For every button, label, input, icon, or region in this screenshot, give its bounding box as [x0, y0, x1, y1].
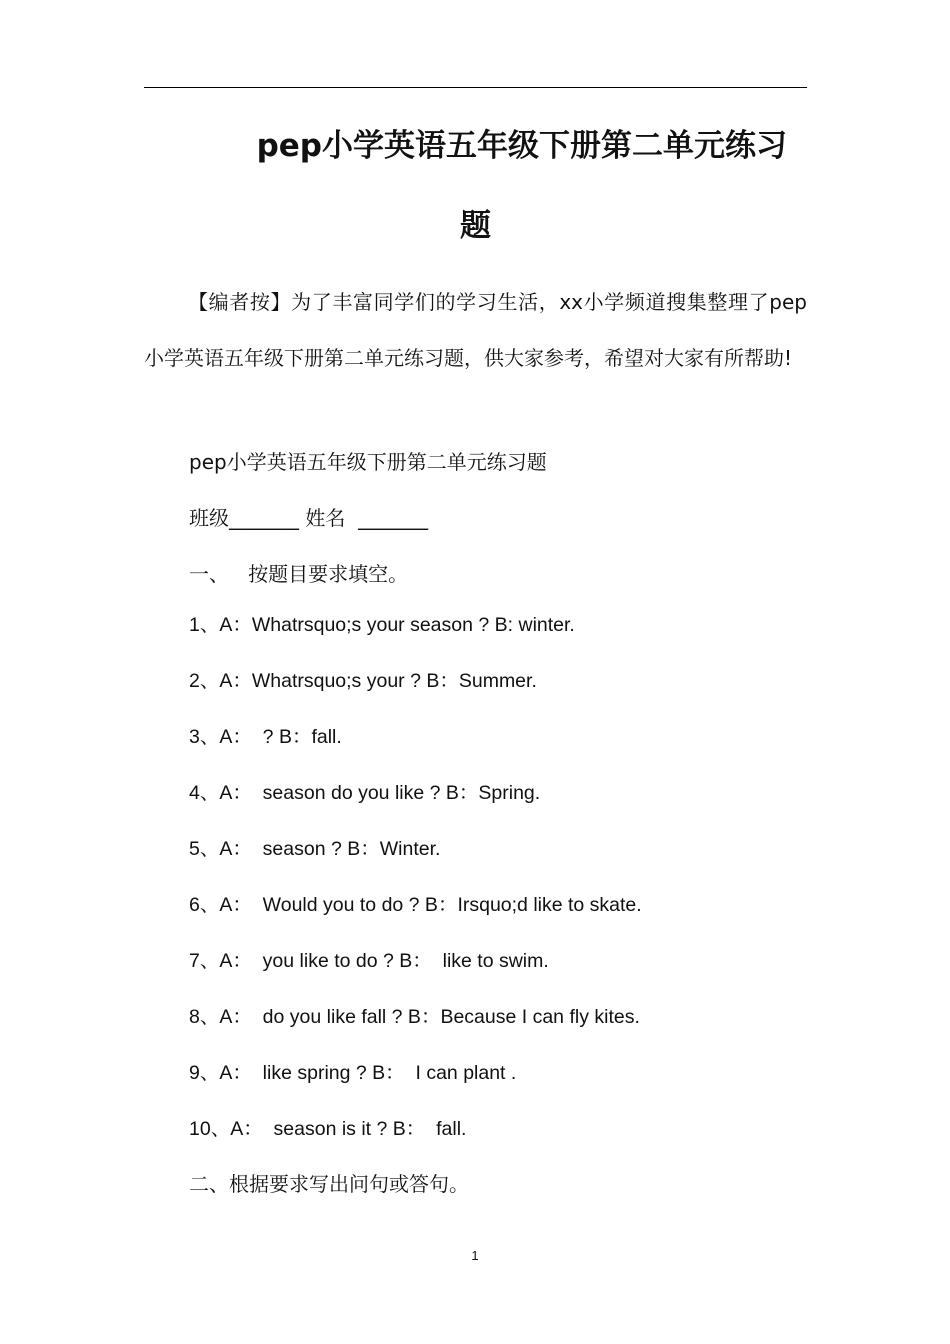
question-6: 6、A： Would you to do ? B：Irsquo;d like to skate. [189, 894, 642, 916]
editor-note-paragraph: 【编者按】为了丰富同学们的学习生活，xx小学频道搜集整理了pep小学英语五年级下册第二单元练习题，供大家参考，希望对大家有所帮助! [144, 290, 807, 370]
question-3: 3、A： ? B：fall. [189, 726, 342, 748]
question-8: 8、A： do you like fall ? B：Because I can fly kites. [189, 1006, 640, 1028]
header-rule [144, 87, 807, 88]
section-2-heading: 二、根据要求写出问句或答句。 [189, 1172, 469, 1196]
class-name-line: 班级_______ 姓名 _______ [189, 506, 429, 530]
question-7: 7、A： you like to do ? B： like to swim. [189, 950, 549, 972]
question-9: 9、A： like spring ? B： I can plant . [189, 1062, 517, 1084]
page-title-line-2: 题 [460, 208, 491, 244]
page-number: 1 [471, 1248, 479, 1263]
question-1: 1、A：Whatrsquo;s your season ? B: winter. [189, 614, 575, 636]
question-4: 4、A： season do you like ? B：Spring. [189, 782, 541, 804]
question-10: 10、A： season is it ? B： fall. [189, 1118, 467, 1140]
question-2: 2、A：Whatrsquo;s your ? B：Summer. [189, 670, 537, 692]
subtitle: pep小学英语五年级下册第二单元练习题 [189, 450, 547, 474]
page-title-line-1: pep小学英语五年级下册第二单元练习 [256, 128, 787, 164]
section-1-heading: 一、 按题目要求填空。 [189, 562, 409, 586]
question-5: 5、A： season ? B：Winter. [189, 838, 441, 860]
